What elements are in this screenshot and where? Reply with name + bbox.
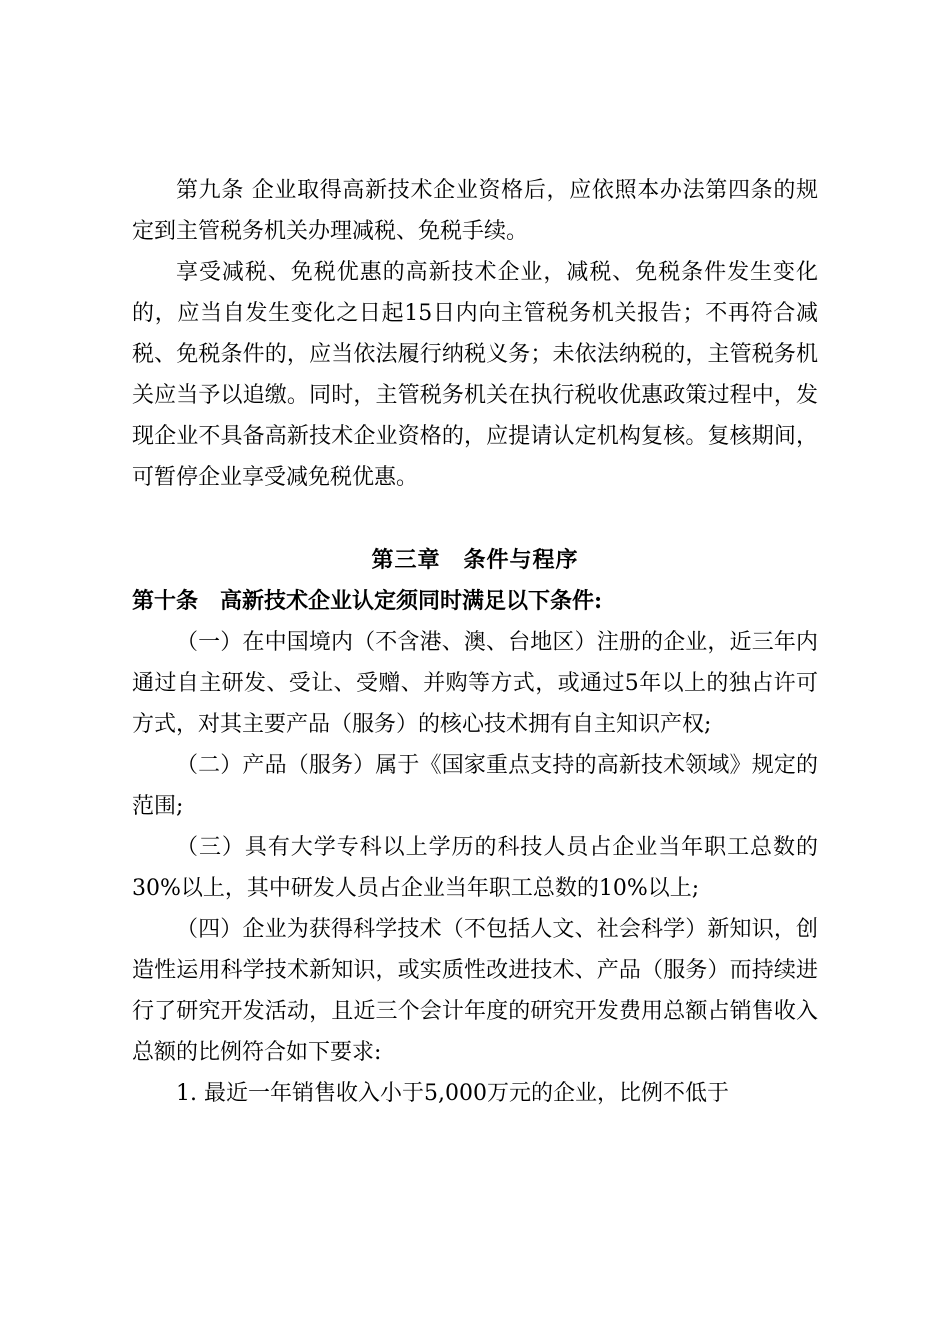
chapter-title: 第三章 条件与程序 (371, 547, 579, 573)
tax-change-paragraph: 享受减税、免税优惠的高新技术企业，减税、免税条件发生变化的，应当自发生变化之日起15日内向主管税务机关报告；不再符合减税、免税条件的，应当依法履行纳税义务；未依法纳税的，主管税务机关应当予以追缴。同时，主管税务机关在执行税收优惠政策过程中，发现企业不具备高新技术企业资格的，应提请认定机构复核。复核期间，可暂停企业享受减免税优惠。 (132, 260, 818, 490)
document-body (132, 170, 818, 1114)
condition-item-1: （一）在中国境内（不含港、澳、台地区）注册的企业，近三年内通过自主研发、受让、受赠、并购等方式，或通过5年以上的独占许可方式，对其主要产品（服务）的核心技术拥有自主知识产权; (132, 630, 818, 737)
ratio-requirement-item-1: 1. 最近一年销售收入小于5,000万元的企业，比例不低于 (176, 1081, 729, 1106)
article-nine-paragraph: 第九条 企业取得高新技术企业资格后，应依照本办法第四条的规定到主管税务机关办理减税、免税手续。 (132, 178, 818, 244)
condition-item-3: （三）具有大学专科以上学历的科技人员占企业当年职工总数的30%以上，其中研发人员占企业当年职工总数的10%以上; (132, 835, 818, 901)
condition-item-2: （二）产品（服务）属于《国家重点支持的高新技术领域》规定的范围; (132, 753, 818, 819)
article-ten-heading: 第十条 高新技术企业认定须同时满足以下条件: (132, 588, 603, 614)
condition-item-4: （四）企业为获得科学技术（不包括人文、社会科学）新知识，创造性运用科学技术新知识，或实质性改进技术、产品（服务）而持续进行了研究开发活动，且近三个会计年度的研究开发费用总额占销售收入总额的比例符合如下要求: (132, 917, 818, 1065)
